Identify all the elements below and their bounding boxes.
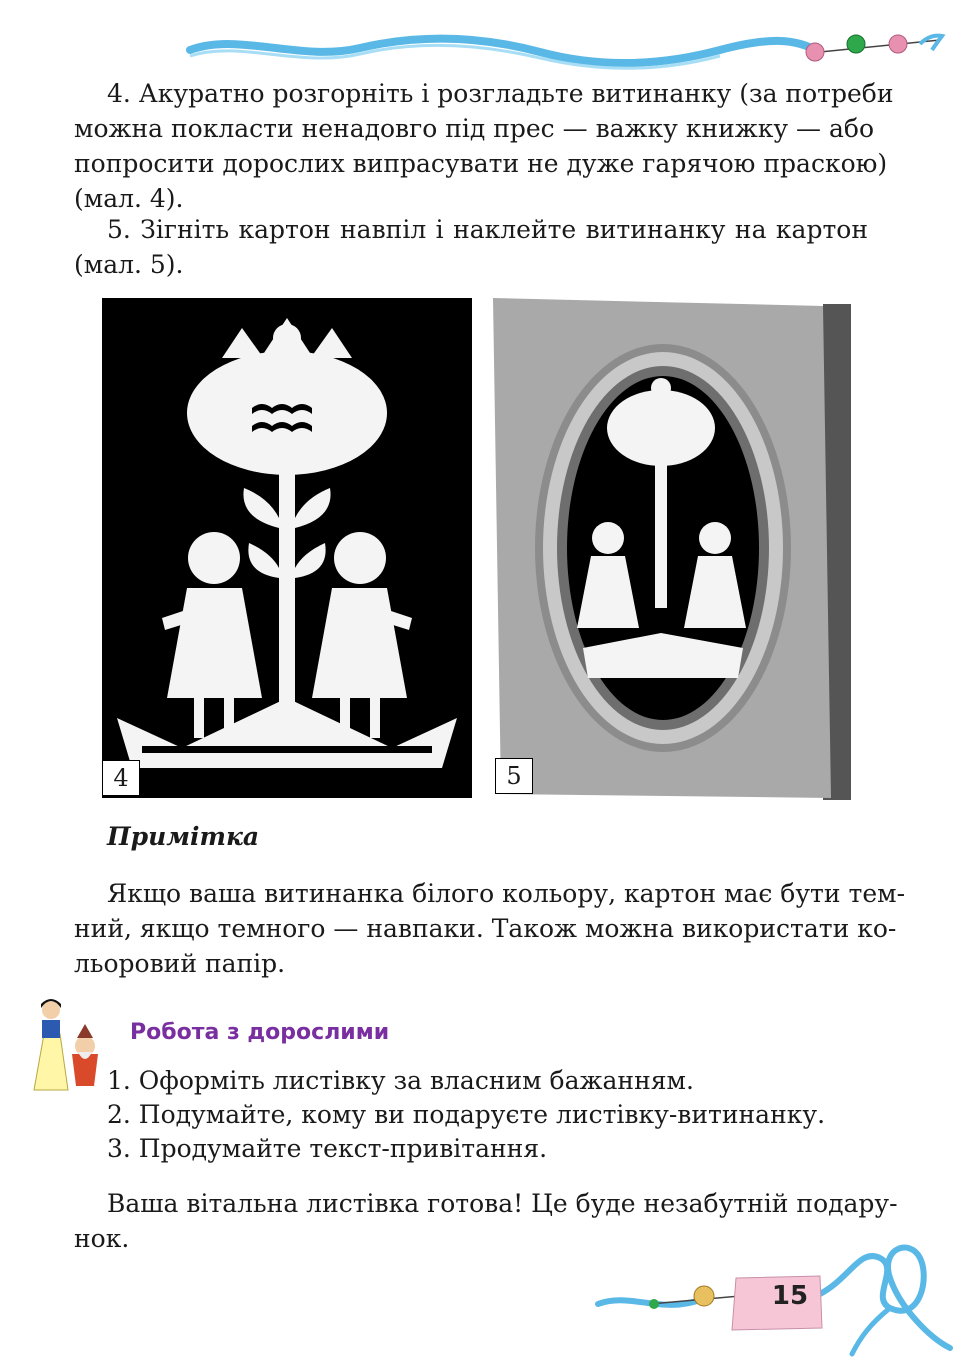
card-illustration xyxy=(493,298,853,800)
note-paragraph xyxy=(74,876,906,981)
figure-4-label: 4 xyxy=(102,760,140,796)
task-list xyxy=(107,1064,825,1166)
list-item: 1. Оформіть листівку за власним бажанням. xyxy=(107,1066,694,1095)
pink-bead-icon xyxy=(889,35,907,53)
top-ribbon-decoration xyxy=(180,22,950,82)
step-5-paragraph xyxy=(74,212,868,282)
note-title: Примітка xyxy=(107,822,260,851)
page-number: 15 xyxy=(771,1281,809,1311)
text-line: можна покласти ненадовго під прес — важку книжку — або xyxy=(74,114,875,143)
green-bead-icon xyxy=(847,35,865,53)
text-line: попросити дорослих випрасувати не дуже гарячою праскою) xyxy=(74,149,888,178)
figure-5-card xyxy=(493,298,853,800)
list-item: 3. Продумайте текст-привітання. xyxy=(107,1134,548,1163)
section-title: Робота з дорослими xyxy=(130,1020,390,1045)
text-line: Якщо ваша витинанка білого кольору, картон має бути тем- xyxy=(107,879,906,908)
text-line: 4. Акуратно розгорніть і розгладьте витинанку (за потреби xyxy=(107,79,894,108)
list-item: 2. Подумайте, кому ви подаруєте листівку-витинанку. xyxy=(107,1100,826,1129)
papercut-illustration xyxy=(102,298,472,798)
text-line: 5. Зігніть картон навпіл і наклейте витинанку на картон xyxy=(107,215,868,244)
figure-4-papercut xyxy=(102,298,472,798)
figure-5-label: 5 xyxy=(495,758,533,794)
text-line: Ваша вітальна листівка готова! Це буде незабутній подару- xyxy=(107,1189,898,1218)
snow-white-dwarf-icon xyxy=(22,994,108,1094)
text-line: (мал. 5). xyxy=(74,250,184,279)
gold-bead-icon xyxy=(694,1286,714,1306)
text-line: (мал. 4). xyxy=(74,184,184,213)
text-line: нок. xyxy=(74,1224,130,1253)
green-bead-icon xyxy=(649,1299,659,1309)
pink-bead-icon xyxy=(806,43,824,61)
text-line: ний, якщо темного — навпаки. Також можна використати ко- xyxy=(74,914,897,943)
text-line: льоровий папір. xyxy=(74,949,286,978)
step-4-paragraph xyxy=(74,76,894,216)
